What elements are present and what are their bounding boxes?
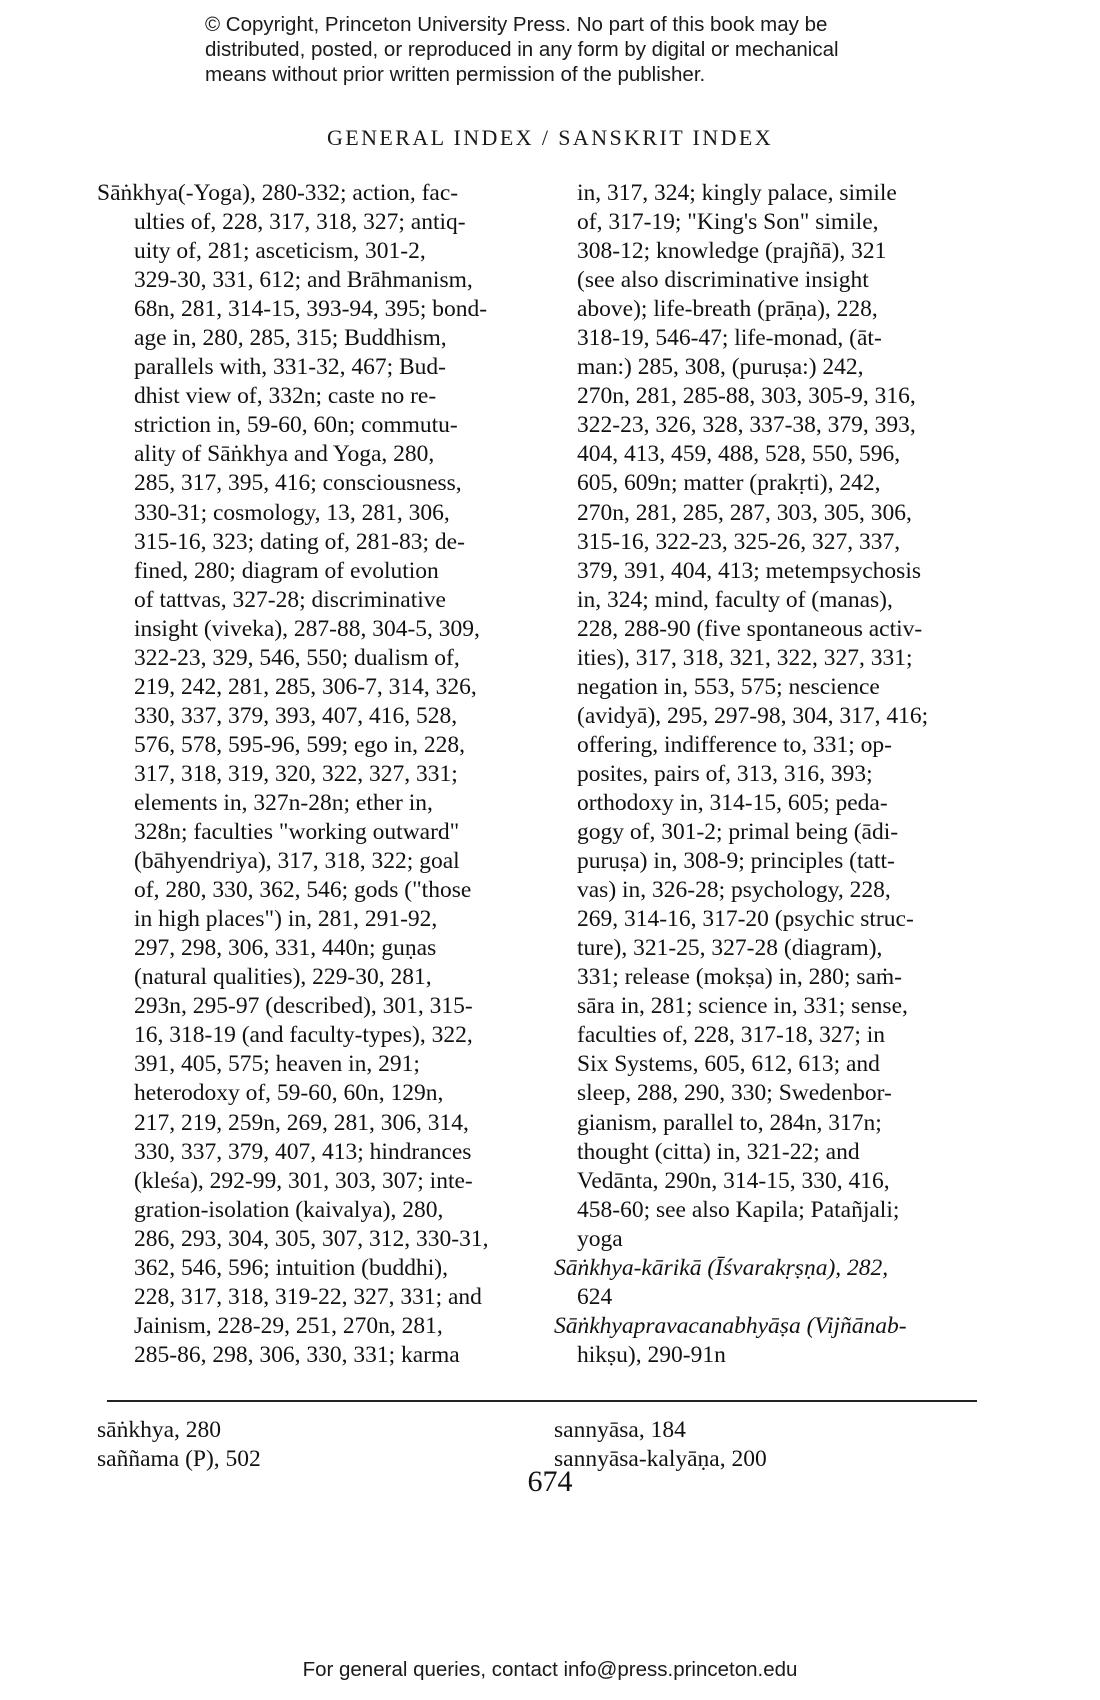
index-line: orthodoxy in, 314-15, 605; peda- — [577, 789, 888, 816]
index-line: in, 317, 324; kingly palace, simile — [577, 180, 897, 206]
index-line: thought (citta) in, 321-22; and — [577, 1138, 860, 1165]
index-line: gianism, parallel to, 284n, 317n; — [577, 1109, 882, 1136]
footer-contact: For general queries, contact info@press.princeton.edu — [302, 1658, 798, 1681]
index-line: sāra in, 281; science in, 331; sense, — [577, 993, 908, 1020]
index-line: 362, 546, 596; intuition (buddhi), — [134, 1254, 448, 1281]
index-line: Vedānta, 290n, 314-15, 330, 416, — [577, 1167, 890, 1194]
copyright-notice — [205, 12, 965, 87]
index-line: 458-60; see also Kapila; Patañjali; — [577, 1196, 900, 1223]
index-line: 331; release (mokṣa) in, 280; saṁ- — [577, 964, 902, 991]
index-right-column — [554, 179, 984, 1370]
index-line: (kleśa), 292-99, 301, 303, 307; inte- — [134, 1167, 473, 1194]
index-line: 605, 609n; matter (prakṛti), 242, — [577, 470, 881, 497]
index-line: 297, 298, 306, 331, 440n; guṇas — [134, 935, 437, 962]
index-line: in high places") in, 281, 291-92, — [134, 906, 438, 933]
index-line: 293n, 295-97 (described), 301, 315- — [134, 993, 473, 1020]
index-line: fined, 280; diagram of evolution — [134, 557, 439, 584]
index-line: faculties of, 228, 317-18, 327; in — [577, 1022, 886, 1049]
index-line: offering, indifference to, 331; op- — [577, 731, 892, 758]
index-line: 217, 219, 259n, 269, 281, 306, 314, — [134, 1109, 469, 1136]
index-line: ulties of, 228, 317, 318, 327; antiq- — [134, 209, 466, 236]
index-line: gration-isolation (kaivalya), 280, — [134, 1196, 444, 1223]
index-line: (bāhyendriya), 317, 318, 322; goal — [134, 848, 460, 875]
copyright-line: means without prior written permission of the publisher. — [205, 63, 706, 86]
index-line: 286, 293, 304, 305, 307, 312, 330-31, — [134, 1225, 489, 1252]
index-line: elements in, 327n-28n; ether in, — [134, 789, 433, 816]
section-divider — [107, 1400, 977, 1402]
index-line: 330, 337, 379, 407, 413; hindrances — [134, 1138, 472, 1165]
index-line: yoga — [577, 1225, 623, 1252]
index-line: 315-16, 323; dating of, 281-83; de- — [134, 528, 465, 555]
index-entry-heading: Sāṅkhyapravacanabhyāṣa (Vijñānab- — [554, 1312, 907, 1339]
index-line: Six Systems, 605, 612, 613; and — [577, 1051, 880, 1078]
index-line: 317, 318, 319, 320, 322, 327, 331; — [134, 760, 458, 787]
index-line: 322-23, 329, 546, 550; dualism of, — [134, 644, 460, 671]
index-line: 379, 391, 404, 413; metempsychosis — [577, 557, 921, 584]
sanskrit-entry: sannyāsa, 184 — [554, 1417, 686, 1443]
index-line: man:) 285, 308, (puruṣa:) 242, — [577, 354, 864, 381]
copyright-line: © Copyright, Princeton University Press. No part of this book may be — [205, 13, 828, 36]
index-entry-heading: Sāṅkhya-kārikā (Īśvarakṛṣṇa), 282, — [554, 1254, 889, 1281]
index-line: Jainism, 228-29, 251, 270n, 281, — [134, 1312, 443, 1339]
index-line: 16, 318-19 (and faculty-types), 322, — [134, 1022, 473, 1049]
index-line: ality of Sāṅkhya and Yoga, 280, — [134, 441, 435, 468]
index-line: 308-12; knowledge (prajñā), 321 — [577, 238, 887, 265]
index-line: 328n; faculties "working outward" — [134, 819, 460, 846]
index-line: 285, 317, 395, 416; consciousness, — [134, 470, 462, 497]
index-line: uity of, 281; asceticism, 301-2, — [134, 238, 426, 265]
page-number: 674 — [527, 1465, 573, 1498]
index-line: 404, 413, 459, 488, 528, 550, 596, — [577, 441, 901, 468]
index-line: Sāṅkhya(-Yoga), 280-332; action, fac- — [97, 180, 459, 206]
index-line: 68n, 281, 314-15, 393-94, 395; bond- — [134, 296, 488, 323]
index-line: in, 324; mind, faculty of (manas), — [577, 586, 893, 613]
index-line: 322-23, 326, 328, 337-38, 379, 393, — [577, 412, 916, 439]
index-line: of, 280, 330, 362, 546; gods ("those — [134, 877, 472, 904]
index-line: 285-86, 298, 306, 330, 331; karma — [134, 1341, 460, 1368]
index-line: ture), 321-25, 327-28 (diagram), — [577, 935, 883, 962]
index-line: hikṣu), 290-91n — [577, 1341, 726, 1368]
index-line: 318-19, 546-47; life-monad, (āt- — [577, 325, 882, 352]
index-line: gogy of, 301-2; primal being (ādi- — [577, 819, 899, 846]
index-line: above); life-breath (prāṇa), 228, — [577, 296, 878, 323]
index-line: negation in, 553, 575; nescience — [577, 673, 880, 700]
index-line: (see also discriminative insight — [577, 267, 869, 294]
index-line: 228, 288-90 (five spontaneous activ- — [577, 615, 923, 642]
index-line: vas) in, 326-28; psychology, 228, — [577, 877, 891, 904]
index-line: 315-16, 322-23, 325-26, 327, 337, — [577, 528, 901, 555]
index-left-column — [97, 179, 527, 1370]
index-line: 228, 317, 318, 319-22, 327, 331; and — [134, 1283, 482, 1310]
index-line: 330-31; cosmology, 13, 281, 306, — [134, 499, 450, 526]
index-line: 329-30, 331, 612; and Brāhmanism, — [134, 267, 473, 294]
index-line: sleep, 288, 290, 330; Swedenbor- — [577, 1080, 892, 1107]
index-line: parallels with, 331-32, 467; Bud- — [134, 354, 446, 381]
sanskrit-entry: sāṅkhya, 280 — [97, 1417, 222, 1443]
index-line: 219, 242, 281, 285, 306-7, 314, 326, — [134, 673, 477, 700]
index-line: insight (viveka), 287-88, 304-5, 309, — [134, 615, 480, 642]
sanskrit-entry: sannyāsa-kalyāṇa, 200 — [554, 1446, 767, 1472]
index-line: ities), 317, 318, 321, 322, 327, 331; — [577, 644, 913, 671]
running-head: GENERAL INDEX / SANSKRIT INDEX — [327, 125, 773, 150]
index-line: posites, pairs of, 313, 316, 393; — [577, 760, 873, 787]
index-line: dhist view of, 332n; caste no re- — [134, 383, 437, 410]
index-line: (natural qualities), 229-30, 281, — [134, 964, 432, 991]
index-line: of, 317-19; "King's Son" simile, — [577, 209, 879, 236]
sanskrit-entry: saññama (P), 502 — [97, 1446, 261, 1472]
index-line: 269, 314-16, 317-20 (psychic struc- — [577, 906, 914, 933]
index-line: of tattvas, 327-28; discriminative — [134, 586, 446, 613]
index-line: 270n, 281, 285-88, 303, 305-9, 316, — [577, 383, 916, 410]
index-line: puruṣa) in, 308-9; principles (tatt- — [577, 848, 895, 875]
index-line: 270n, 281, 285, 287, 303, 305, 306, — [577, 499, 912, 526]
copyright-line: distributed, posted, or reproduced in any form by digital or mechanical — [205, 38, 839, 61]
index-line: striction in, 59-60, 60n; commutu- — [134, 412, 458, 439]
index-line: heterodoxy of, 59-60, 60n, 129n, — [134, 1080, 444, 1107]
index-line: 330, 337, 379, 393, 407, 416, 528, — [134, 702, 458, 729]
index-line: 576, 578, 595-96, 599; ego in, 228, — [134, 731, 465, 758]
index-line: age in, 280, 285, 315; Buddhism, — [134, 325, 447, 352]
index-line: 624 — [577, 1283, 613, 1310]
index-line: 391, 405, 575; heaven in, 291; — [134, 1051, 420, 1078]
index-line: (avidyā), 295, 297-98, 304, 317, 416; — [577, 702, 929, 729]
